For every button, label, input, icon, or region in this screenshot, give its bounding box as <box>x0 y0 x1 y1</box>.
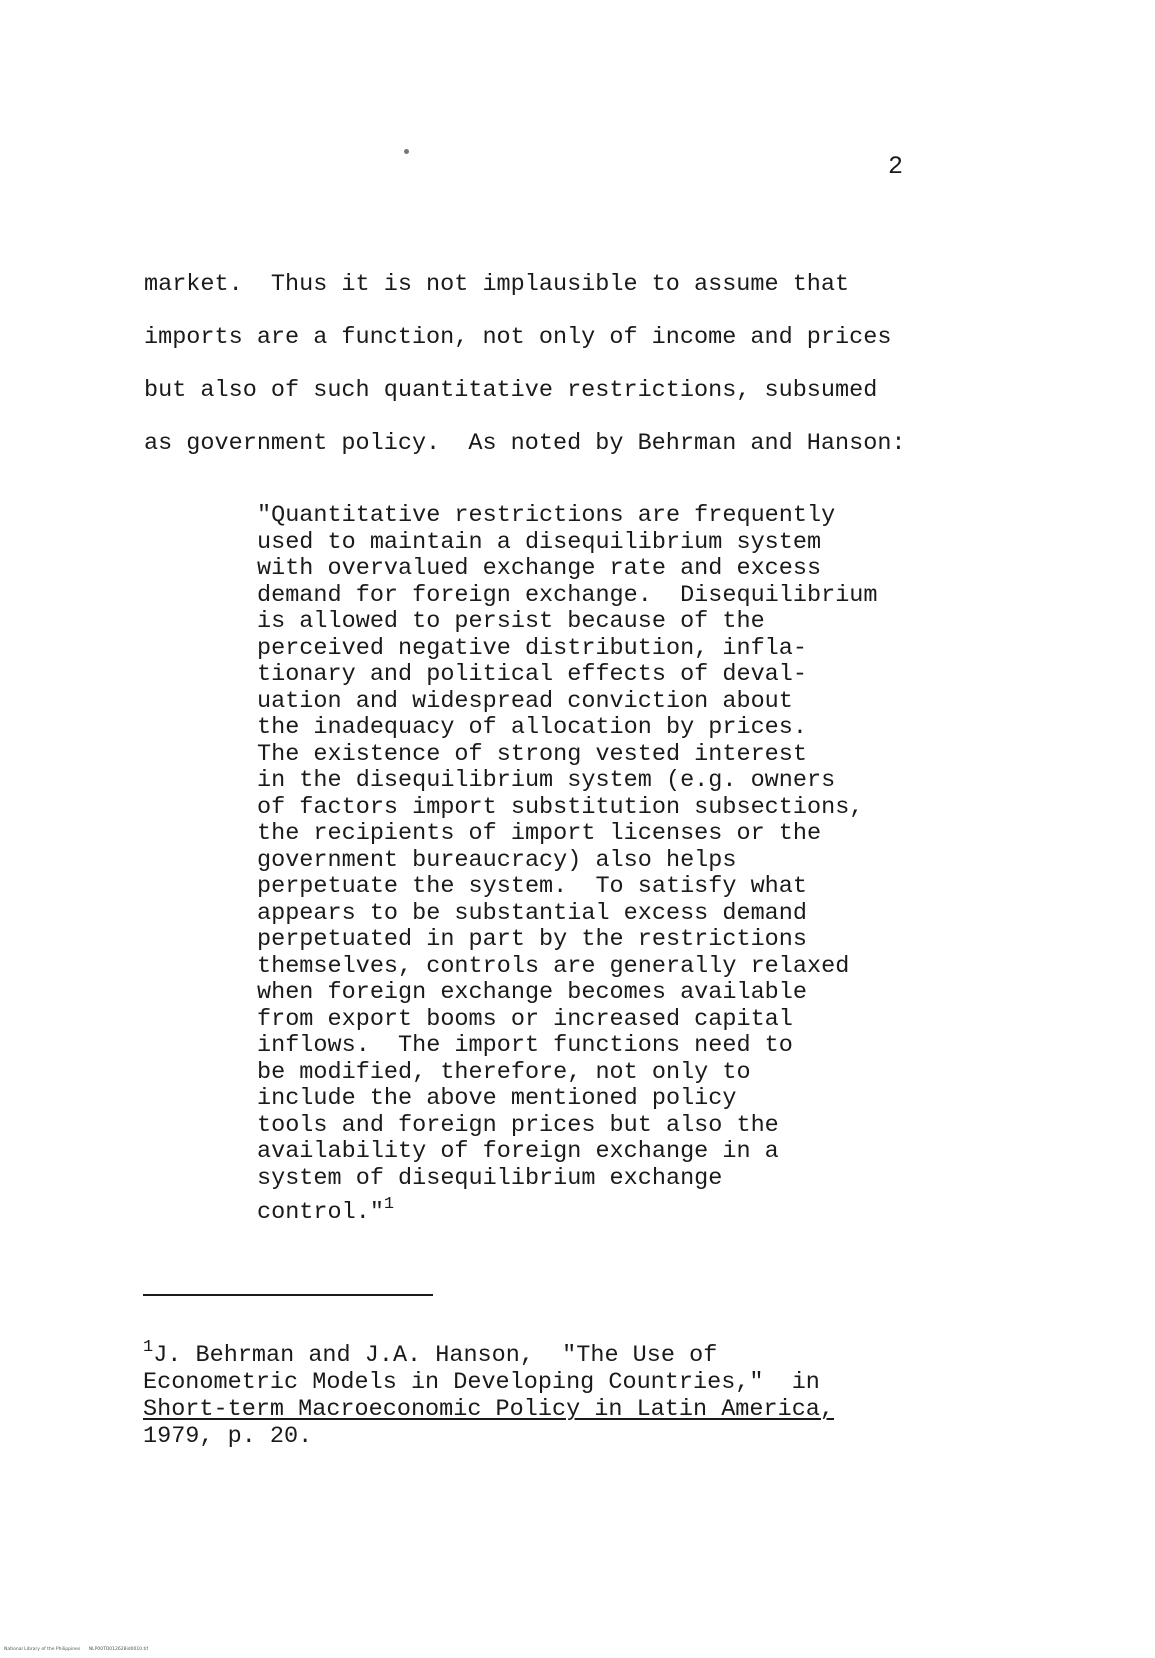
quote-line: appears to be substantial excess demand <box>257 899 807 927</box>
quote-line: used to maintain a disequilibrium system <box>257 528 822 556</box>
footnote-divider <box>143 1294 433 1296</box>
page-number: 2 <box>888 152 904 181</box>
block-quote <box>257 503 878 1227</box>
quote-line: government bureaucracy) also helps <box>257 846 737 874</box>
body-line: but also of such quantitative restrictions, subsumed <box>144 377 878 404</box>
footnote-book-title: Short-term Macroeconomic Policy in Latin America, <box>143 1396 835 1423</box>
quote-last-line <box>257 1192 878 1227</box>
body-line: market. Thus it is not implausible to assume that <box>144 271 850 298</box>
body-paragraph <box>144 258 1024 470</box>
archive-footer <box>4 1647 148 1652</box>
quote-line: tools and foreign prices but also the <box>257 1111 779 1139</box>
quote-line: when foreign exchange becomes available <box>257 979 807 1006</box>
quote-line: demand for foreign exchange. Disequilibrium <box>257 581 878 609</box>
quote-line: perpetuated in part by the restrictions <box>257 926 807 953</box>
quote-line: perceived negative distribution, infla- <box>257 634 807 662</box>
archive-file-code: NLP00TD012628id0010.tif <box>88 1647 149 1652</box>
quote-closing-text: control." <box>257 1199 384 1226</box>
quote-line: "Quantitative restrictions are frequently <box>257 502 836 529</box>
quote-line: perpetuate the system. To satisfy what <box>257 873 807 900</box>
quote-line: from export booms or increased capital <box>257 1005 793 1033</box>
quote-line: include the above mentioned policy <box>257 1085 737 1112</box>
footnote-line: 1979, p. 20. <box>143 1423 313 1450</box>
footnote-line <box>143 1334 834 1369</box>
body-line: imports are a function, not only of income and prices <box>144 324 892 351</box>
quote-line: the inadequacy of allocation by prices. <box>257 714 807 741</box>
footnote <box>143 1334 834 1450</box>
quote-line: is allowed to persist because of the <box>257 608 765 635</box>
quote-line: themselves, controls are generally relaxed <box>257 952 850 980</box>
quote-line: uation and widespread conviction about <box>257 687 793 715</box>
quote-line: with overvalued exchange rate and excess <box>257 555 822 582</box>
quote-line: in the disequilibrium system (e.g. owners <box>257 767 836 794</box>
quote-line: tionary and political effects of deval- <box>257 661 807 688</box>
body-line: as government policy. As noted by Behrman and Hanson: <box>144 430 906 457</box>
quote-line: availability of foreign exchange in a <box>257 1138 779 1165</box>
quote-line: system of disequilibrium exchange <box>257 1164 723 1192</box>
quote-line: of factors import substitution subsections, <box>257 793 864 821</box>
scan-speck <box>404 149 409 154</box>
footnote-reference: 1 <box>383 1195 395 1214</box>
archive-library: National Library of the Philippines <box>4 1647 81 1652</box>
footnote-line: Econometric Models in Developing Countries," in <box>143 1369 820 1396</box>
footnote-marker: 1 <box>143 1338 154 1357</box>
quote-line: The existence of strong vested interest <box>257 740 807 768</box>
footnote-citation-authors: J. Behrman and J.A. Hanson, "The Use of <box>153 1342 718 1369</box>
quote-line: be modified, therefore, not only to <box>257 1058 751 1086</box>
quote-line: the recipients of import licenses or the <box>257 820 822 847</box>
quote-line: inflows. The import functions need to <box>257 1032 793 1059</box>
